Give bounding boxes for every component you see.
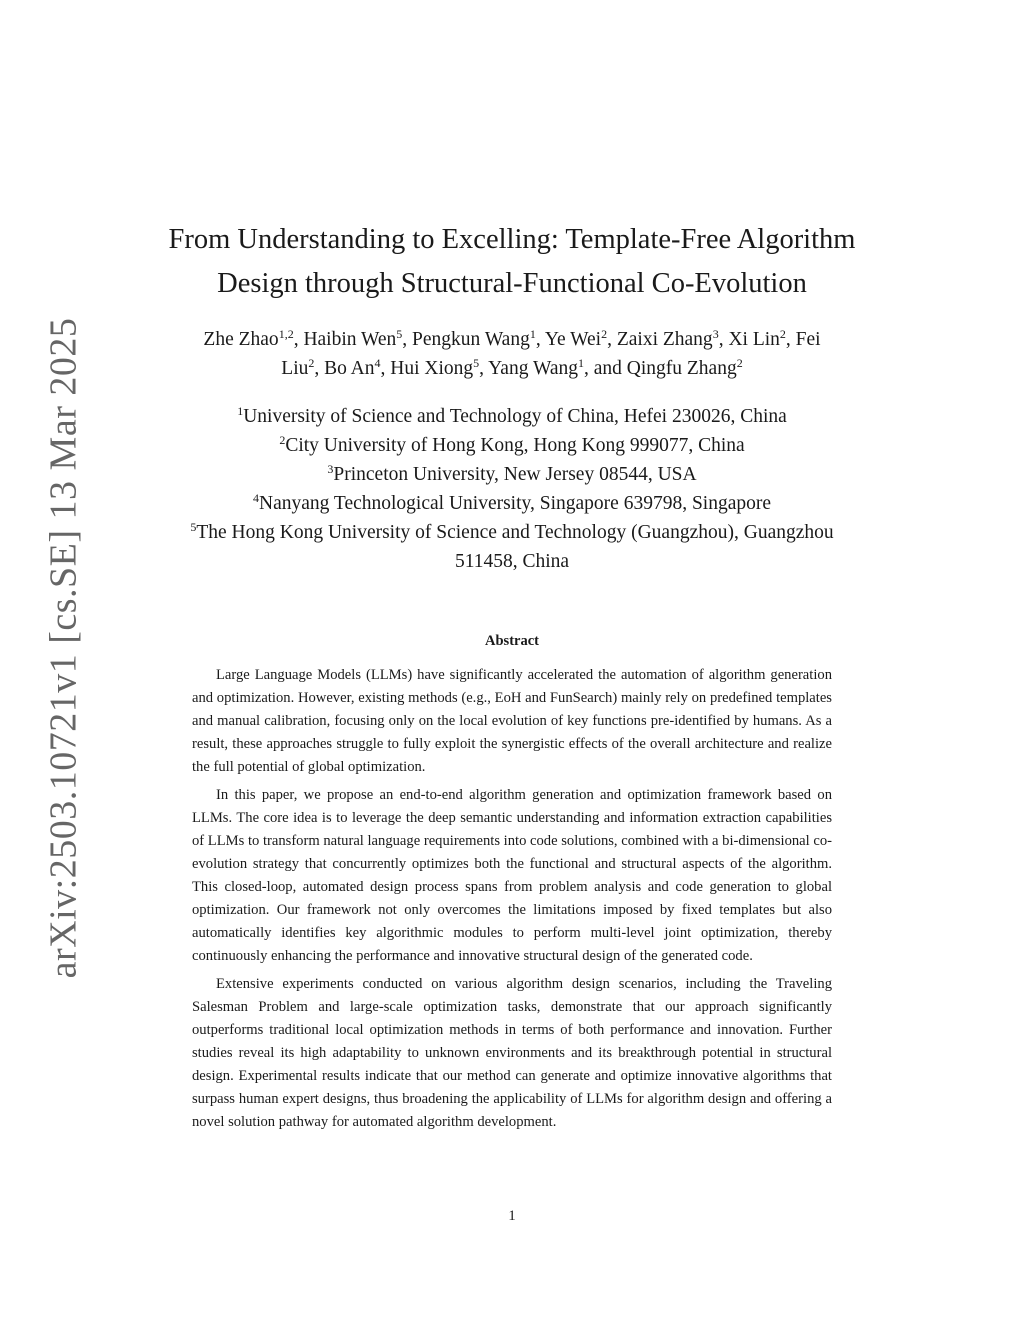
affiliation-mark: 1 [237,404,244,418]
arxiv-identifier-text: arXiv:2503.10721v1 [cs.SE] 13 Mar 2025 [42,317,85,978]
author-line-2 [150,354,874,383]
affiliation-line [150,518,874,547]
author-separator: , [293,329,304,350]
author-separator: , Fei [785,329,821,350]
title-line-1: From Understanding to Excelling: Template-Free Algorithm [168,224,856,255]
abstract-heading: Abstract [485,633,539,649]
author-name: Bo An [324,358,375,379]
affiliation-line [150,547,874,576]
author-name: Hui Xiong [390,358,474,379]
author-separator: , [380,358,391,379]
title-line-2: Design through Structural-Functional Co-Evolution [217,268,807,299]
author-affiliation-mark: 4 [374,356,381,370]
abstract-paragraph: In this paper, we propose an end-to-end algorithm generation and optimization framework based on LLMs. The core idea is to leverage the deep semantic understanding and information extraction capabilities of LLMs to transform natural language requirements into code solutions, combined with a bi-dimensional co-evolution strategy that concurrently optimizes both the functional and structural aspects of the algorithm. This closed-loop, automated design process spans from problem analysis and code generation to global optimization. Our framework not only overcomes the limitations imposed by fixed templates but also automatically identifies key algorithmic modules to perform multi-level joint optimization, thereby continuously enhancing the performance and innovative structural design of the generated code. [192,787,832,964]
author-name: Xi Lin [728,329,780,350]
affiliation-line [150,402,874,431]
author-separator: , [479,358,489,379]
author-affiliation-mark: 2 [601,327,608,341]
affiliation-list [150,402,874,576]
affiliation-text: The Hong Kong University of Science and Technology (Guangzhou), Guangzhou [196,522,834,543]
affiliation-text: Princeton University, New Jersey 08544, USA [333,464,697,485]
affiliation-text: Nanyang Technological University, Singapore 639798, Singapore [258,493,772,514]
abstract-body [192,664,832,1139]
affiliation-line [150,489,874,518]
paper-title [150,218,874,306]
author-separator: , [402,329,413,350]
author-affiliation-mark: 1 [529,327,536,341]
affiliation-mark: 3 [327,462,334,476]
author-separator: , [607,329,617,350]
author-affiliation-mark: 2 [779,327,786,341]
page-number: 1 [508,1208,516,1224]
author-separator: , [718,329,729,350]
author-affiliation-mark: 2 [736,356,743,370]
author-separator: , [314,358,325,379]
affiliation-line [150,460,874,489]
abstract-paragraph: Large Language Models (LLMs) have significantly accelerated the automation of algorithm generation and optimization. However, existing methods (e.g., EoH and FunSearch) mainly rely on predefined templates and manual calibration, focusing only on the local evolution of key functions pre-identified by humans. As a result, these approaches struggle to fully exploit the synergistic effects of the overall architecture and realize the full potential of global optimization. [192,667,832,775]
author-affiliation-mark: 1,2 [278,327,294,341]
author-separator: , [535,329,545,350]
author-name: Pengkun Wang [412,329,530,350]
author-affiliation-mark: 1 [577,356,584,370]
author-name: Haibin Wen [303,329,397,350]
author-affiliation-mark: 5 [473,356,480,370]
affiliation-mark: 5 [190,520,197,534]
author-name: Qingfu Zhang [626,358,737,379]
affiliation-mark: 4 [252,491,259,505]
affiliation-line [150,431,874,460]
author-name: Zaixi Zhang [616,329,713,350]
author-name: Zhe Zhao [203,329,279,350]
author-name: Yang Wang [488,358,578,379]
abstract-paragraph: Extensive experiments conducted on various algorithm design scenarios, including the Traveling Salesman Problem and large-scale optimization tasks, demonstrate that our approach significantly outperforms traditional local optimization methods in terms of both performance and innovation. Further studies reveal its high adaptability to unknown environments and its breakthrough potential in structural design. Experimental results indicate that our method can generate and optimize innovative algorithms that surpass human expert designs, thus broadening the applicability of LLMs for algorithm design and offering a novel solution pathway for automated algorithm development. [192,976,832,1130]
author-name: Ye Wei [544,329,602,350]
author-affiliation-mark: 2 [308,356,315,370]
author-list [150,325,874,383]
affiliation-text: 511458, China [454,551,570,572]
author-name: Liu [281,358,309,379]
affiliation-text: City University of Hong Kong, Hong Kong 999077, China [285,435,745,456]
arxiv-identifier-stamp [38,317,88,978]
author-affiliation-mark: 5 [396,327,403,341]
affiliation-mark: 2 [279,433,286,447]
author-line-1 [150,325,874,354]
author-separator: , and [583,358,627,379]
affiliation-text: University of Science and Technology of China, Hefei 230026, China [243,406,787,427]
author-affiliation-mark: 3 [712,327,719,341]
